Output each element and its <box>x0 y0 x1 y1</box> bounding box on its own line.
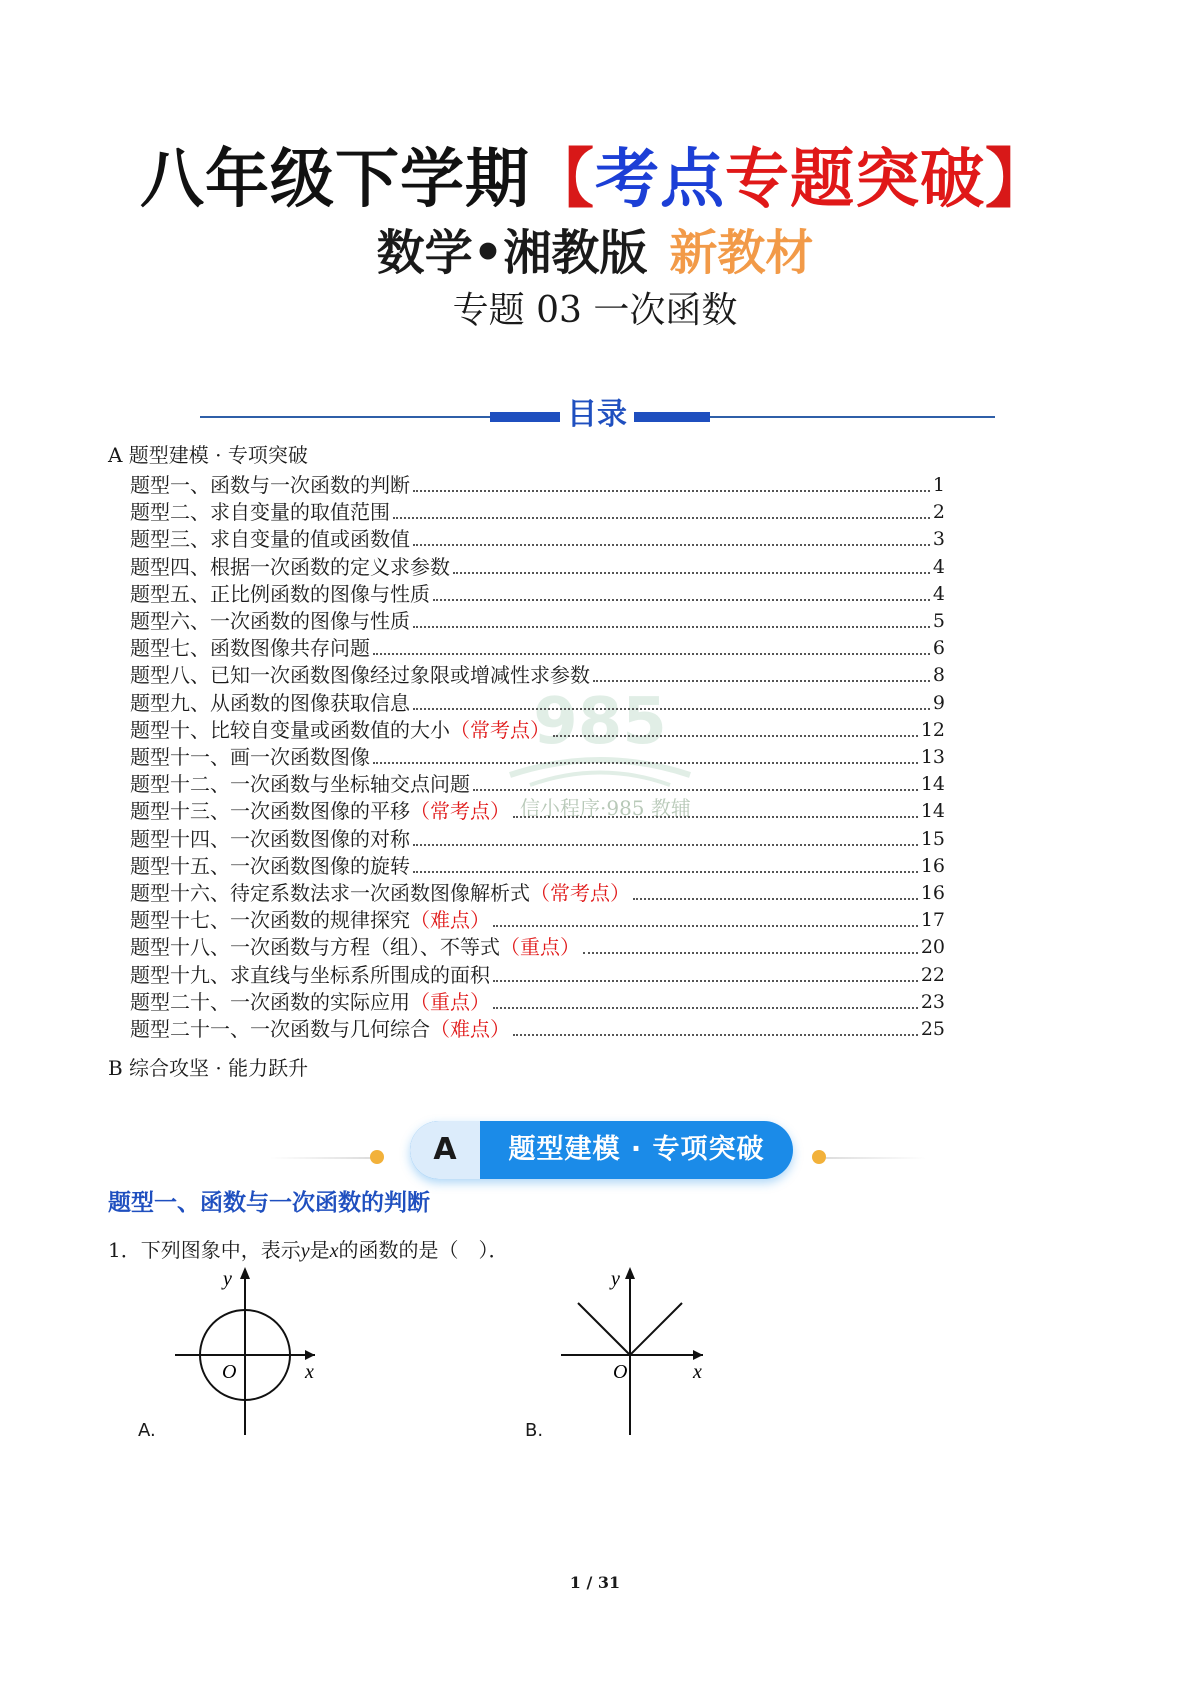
title-blue: 考点 <box>595 143 725 217</box>
toc-divider-left <box>200 416 490 418</box>
toc-item-tag: （重点） <box>500 935 580 959</box>
toc-leader-dots <box>413 871 918 873</box>
toc-item-label: 题型十六、待定系数法求一次函数图像解析式 <box>130 881 530 905</box>
toc-leader-dots <box>593 680 930 682</box>
title-prefix: 八年级下学期 <box>140 143 530 217</box>
toc-item-page: 15 <box>920 828 945 850</box>
toc-item-tag: （常考点） <box>530 881 630 905</box>
toc-item[interactable] <box>130 770 945 797</box>
toc-item-page: 8 <box>932 664 945 686</box>
toc-item-label: 题型十九、求直线与坐标系所围成的面积 <box>130 963 490 987</box>
toc-item-tag: （难点） <box>430 1017 510 1041</box>
toc-item-page: 6 <box>932 637 945 659</box>
toc-section-b[interactable]: B 综合攻坚 · 能力跃升 <box>108 1056 309 1080</box>
toc-item[interactable] <box>130 961 945 988</box>
toc-item-label: 题型二十、一次函数的实际应用 <box>130 990 410 1014</box>
banner-text: 题型建模 · 专项突破 <box>508 1134 765 1165</box>
toc-item-page: 17 <box>920 909 945 931</box>
toc-item-page: 12 <box>920 719 945 741</box>
toc-item[interactable] <box>130 933 945 960</box>
question-text-2: 是 <box>309 1238 330 1262</box>
option-b-x-label: x <box>693 1361 702 1383</box>
toc-item[interactable] <box>130 661 945 688</box>
watermark-text: 信小程序·985 教辅 <box>520 796 691 820</box>
toc-item-label: 题型十五、一次函数图像的旋转 <box>130 854 410 878</box>
banner-line-right <box>826 1157 926 1159</box>
topic-title: 专题 03 一次函数 <box>452 290 738 331</box>
toc-item-label: 题型四、根据一次函数的定义求参数 <box>130 555 450 579</box>
toc-item-page: 14 <box>920 800 945 822</box>
title-red: 专题突破 <box>725 143 985 217</box>
toc-item-label: 题型三、求自变量的值或函数值 <box>130 527 410 551</box>
toc-item-page: 9 <box>932 692 945 714</box>
toc-leader-dots <box>633 898 918 900</box>
toc-leader-dots <box>493 1007 918 1009</box>
toc-leader-dots <box>513 1034 918 1036</box>
toc-leader-dots <box>493 980 918 982</box>
toc-item-label: 题型十三、一次函数图像的平移 <box>130 799 410 823</box>
toc-leader-dots <box>433 599 930 601</box>
subtitle <box>0 222 1190 284</box>
toc-item[interactable] <box>130 689 945 716</box>
option-b-y-label: y <box>611 1268 620 1290</box>
main-title <box>0 140 1190 220</box>
toc-item-label: 题型一、函数与一次函数的判断 <box>130 473 410 497</box>
toc-item[interactable] <box>130 553 945 580</box>
toc-item-label: 题型九、从函数的图像获取信息 <box>130 691 410 715</box>
toc-item[interactable] <box>130 634 945 661</box>
toc-item-label: 题型二十一、一次函数与几何综合 <box>130 1017 430 1041</box>
question-text-3: 的函数的是（ ）． <box>338 1238 509 1262</box>
option-a-label[interactable]: A. <box>138 1420 156 1441</box>
toc-item-page: 4 <box>932 583 945 605</box>
question-1 <box>108 1235 509 1266</box>
toc-leader-dots <box>413 490 930 492</box>
toc-item-label: 题型十二、一次函数与坐标轴交点问题 <box>130 772 470 796</box>
toc-section-a[interactable]: A 题型建模 · 专项突破 <box>108 443 308 467</box>
toc-item-page: 5 <box>932 610 945 632</box>
toc-item-page: 20 <box>920 936 945 958</box>
question-var-x: x <box>329 1240 339 1262</box>
toc-leader-dots <box>583 952 918 954</box>
toc-item-label: 题型十、比较自变量或函数值的大小 <box>130 718 450 742</box>
toc-divider-right <box>710 416 995 418</box>
toc-leader-dots <box>413 708 930 710</box>
toc-item-page: 23 <box>920 991 945 1013</box>
option-a-x-label: x <box>305 1361 314 1383</box>
toc-bar-left <box>490 412 560 422</box>
toc-item-page: 1 <box>932 474 945 496</box>
toc-item-tag: （常考点） <box>450 718 550 742</box>
toc-item-label: 题型二、求自变量的取值范围 <box>130 500 390 524</box>
toc-item[interactable] <box>130 797 945 824</box>
title-bracket-close: 】 <box>985 143 1050 217</box>
question-text-1: 下列图象中，表示 <box>140 1238 301 1262</box>
toc-item[interactable] <box>130 1015 945 1042</box>
toc-item-tag: （重点） <box>410 990 490 1014</box>
option-b-origin-label: O <box>613 1361 628 1383</box>
option-a-graph[interactable] <box>165 1265 325 1445</box>
toc-item[interactable] <box>130 580 945 607</box>
toc-item-page: 13 <box>920 746 945 768</box>
banner-dot-left <box>370 1150 384 1164</box>
toc-item-page: 14 <box>920 773 945 795</box>
toc-item[interactable] <box>130 716 945 743</box>
page-number: 1 / 31 <box>569 1573 621 1592</box>
toc-leader-dots <box>373 762 918 764</box>
toc-leader-dots <box>453 572 930 574</box>
toc-leader-dots <box>393 517 930 519</box>
toc-item[interactable] <box>130 906 945 933</box>
toc-leader-dots <box>473 789 918 791</box>
toc-leader-dots <box>413 844 918 846</box>
subtitle-text: 数学•湘教版 <box>376 225 648 281</box>
watermark-number: 985 <box>533 685 667 759</box>
toc-item-page: 2 <box>932 501 945 523</box>
toc-item[interactable] <box>130 525 945 552</box>
toc-item-label: 题型七、函数图像共存问题 <box>130 636 370 660</box>
toc-item-label: 题型五、正比例函数的图像与性质 <box>130 582 430 606</box>
toc-leader-dots <box>413 544 930 546</box>
toc-item-tag: （常考点） <box>410 799 510 823</box>
toc-item-label: 题型六、一次函数的图像与性质 <box>130 609 410 633</box>
toc-leader-dots <box>493 925 918 927</box>
subtitle-tag: 新教材 <box>669 225 814 281</box>
toc-item-page: 25 <box>920 1018 945 1040</box>
option-a-y-label: y <box>223 1268 232 1290</box>
banner-letter: A <box>433 1132 457 1167</box>
toc-item-label: 题型十七、一次函数的规律探究 <box>130 908 410 932</box>
toc-item-page: 22 <box>920 964 945 986</box>
toc-title: 目录 <box>567 397 627 432</box>
toc-leader-dots <box>373 653 930 655</box>
toc-item[interactable] <box>130 879 945 906</box>
toc-item[interactable] <box>130 607 945 634</box>
toc-item-label: 题型八、已知一次函数图像经过象限或增减性求参数 <box>130 663 590 687</box>
question-number: 1． <box>108 1238 141 1262</box>
section-heading: 题型一、函数与一次函数的判断 <box>108 1190 430 1216</box>
toc-item[interactable] <box>130 852 945 879</box>
toc-leader-dots <box>413 626 930 628</box>
toc-leader-dots <box>553 735 918 737</box>
question-var-y: y <box>300 1240 310 1262</box>
toc-item-tag: （难点） <box>410 908 490 932</box>
title-bracket-open: 【 <box>530 143 595 217</box>
toc-item-page: 3 <box>932 528 945 550</box>
option-b-graph[interactable] <box>553 1265 713 1445</box>
toc-leader-dots <box>513 816 918 818</box>
banner-line-left <box>270 1157 370 1159</box>
toc-item[interactable] <box>130 743 945 770</box>
option-a-origin-label: O <box>222 1361 237 1383</box>
toc-item-page: 16 <box>920 855 945 877</box>
toc-item-label: 题型十八、一次函数与方程（组）、不等式 <box>130 935 500 959</box>
toc-item[interactable] <box>130 825 945 852</box>
option-b-label[interactable]: B. <box>525 1420 544 1441</box>
toc-item[interactable] <box>130 988 945 1015</box>
toc-item[interactable] <box>130 498 945 525</box>
toc-item-page: 4 <box>932 556 945 578</box>
toc-item-page: 16 <box>920 882 945 904</box>
toc-item-label: 题型十四、一次函数图像的对称 <box>130 827 410 851</box>
toc-item[interactable] <box>130 471 945 498</box>
toc-item-label: 题型十一、画一次函数图像 <box>130 745 370 769</box>
banner-dot-right <box>812 1150 826 1164</box>
toc-bar-right <box>634 412 710 422</box>
